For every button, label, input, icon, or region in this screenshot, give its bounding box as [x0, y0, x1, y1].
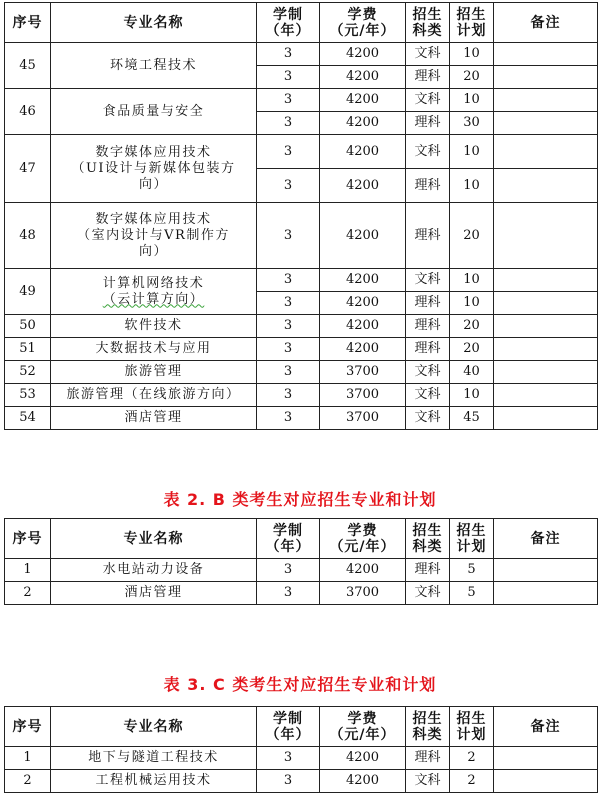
- remark-cell: [494, 203, 598, 269]
- major-name-cell: [51, 89, 257, 135]
- major-name-cell: [51, 269, 257, 315]
- table-row: [5, 384, 598, 407]
- category-cell: 理科: [406, 747, 450, 770]
- plan-cell: 10: [450, 169, 494, 203]
- duration-cell: 3: [257, 203, 320, 269]
- major-name-cell: [51, 361, 257, 384]
- plan-cell: 20: [450, 203, 494, 269]
- major-name-line: 向）: [138, 243, 168, 259]
- header-major: 专业名称: [51, 707, 257, 747]
- header-seq: 序号: [5, 707, 51, 747]
- remark-cell: [494, 89, 598, 112]
- category-cell: 文科: [406, 135, 450, 169]
- remark-cell: [494, 407, 598, 430]
- table-row: [5, 582, 598, 605]
- header-remark: 备注: [494, 3, 598, 43]
- plan-cell: 2: [450, 770, 494, 793]
- major-name-cell: [51, 559, 257, 582]
- plan-cell: 10: [450, 135, 494, 169]
- fee-cell: 4200: [320, 770, 406, 793]
- table-row: [5, 43, 598, 66]
- major-name-line: 向）: [138, 176, 168, 192]
- category-cell: 理科: [406, 559, 450, 582]
- major-name-line: 旅游管理: [124, 364, 183, 379]
- header-major: 专业名称: [51, 3, 257, 43]
- remark-cell: [494, 112, 598, 135]
- seq-cell: 1: [5, 747, 51, 770]
- table-row: [5, 361, 598, 384]
- major-name-cell: [51, 43, 257, 89]
- seq-cell: 2: [5, 582, 51, 605]
- table-row: [5, 89, 598, 112]
- major-name-line: 环境工程技术: [109, 57, 197, 73]
- seq-cell: 48: [5, 203, 51, 269]
- seq-cell: 2: [5, 770, 51, 793]
- table-row: [5, 559, 598, 582]
- seq-cell: 53: [5, 384, 51, 407]
- table-c-majors: [4, 706, 598, 793]
- duration-cell: 3: [257, 315, 320, 338]
- table-b-caption: 表 2. B 类考生对应招生专业和计划: [163, 490, 437, 509]
- category-cell: 理科: [406, 338, 450, 361]
- remark-cell: [494, 135, 598, 169]
- table-a-header: [5, 3, 598, 43]
- remark-cell: [494, 43, 598, 66]
- seq-cell: 50: [5, 315, 51, 338]
- header-plan: 招生 计划: [450, 519, 494, 559]
- duration-cell: 3: [257, 582, 320, 605]
- remark-cell: [494, 747, 598, 770]
- header-fee: 学费 （元/年）: [320, 707, 406, 747]
- fee-cell: 3700: [320, 384, 406, 407]
- seq-cell: 49: [5, 269, 51, 315]
- duration-cell: 3: [257, 361, 320, 384]
- fee-cell: 4200: [320, 43, 406, 66]
- remark-cell: [494, 292, 598, 315]
- major-name-line: 酒店管理: [124, 410, 183, 425]
- remark-cell: [494, 384, 598, 407]
- header-fee: 学费 （元/年）: [320, 3, 406, 43]
- fee-cell: 3700: [320, 582, 406, 605]
- major-name-line: 旅游管理（在线旅游方向）: [66, 387, 241, 402]
- category-cell: 理科: [406, 112, 450, 135]
- table-row: [5, 203, 598, 269]
- plan-cell: 30: [450, 112, 494, 135]
- fee-cell: 4200: [320, 747, 406, 770]
- category-cell: 文科: [406, 89, 450, 112]
- header-remark: 备注: [494, 707, 598, 747]
- category-cell: 理科: [406, 315, 450, 338]
- plan-cell: 2: [450, 747, 494, 770]
- fee-cell: 4200: [320, 315, 406, 338]
- category-cell: 理科: [406, 292, 450, 315]
- duration-cell: 3: [257, 43, 320, 66]
- plan-cell: 45: [450, 407, 494, 430]
- header-remark: 备注: [494, 519, 598, 559]
- major-name-line: 软件技术: [124, 318, 183, 333]
- fee-cell: 4200: [320, 112, 406, 135]
- table-row: [5, 135, 598, 169]
- major-name-line: （室内设计与VR制作方: [77, 227, 230, 243]
- table-b-majors: [4, 518, 598, 605]
- category-cell: 文科: [406, 407, 450, 430]
- major-name-line: 数字媒体应用技术: [95, 144, 212, 160]
- major-name-line: 大数据技术与应用: [95, 341, 212, 356]
- seq-cell: 45: [5, 43, 51, 89]
- duration-cell: 3: [257, 169, 320, 203]
- remark-cell: [494, 770, 598, 793]
- seq-cell: 52: [5, 361, 51, 384]
- remark-cell: [494, 338, 598, 361]
- fee-cell: 4200: [320, 559, 406, 582]
- plan-cell: 5: [450, 582, 494, 605]
- duration-cell: 3: [257, 89, 320, 112]
- duration-cell: 3: [257, 559, 320, 582]
- table-row: [5, 315, 598, 338]
- category-cell: 文科: [406, 43, 450, 66]
- major-name-line: 食品质量与安全: [102, 103, 205, 119]
- remark-cell: [494, 361, 598, 384]
- major-name-cell: [51, 582, 257, 605]
- duration-cell: 3: [257, 747, 320, 770]
- fee-cell: 4200: [320, 135, 406, 169]
- header-category: 招生 科类: [406, 3, 450, 43]
- duration-cell: 3: [257, 66, 320, 89]
- category-cell: 文科: [406, 770, 450, 793]
- header-category: 招生 科类: [406, 707, 450, 747]
- table-c-caption: 表 3. C 类考生对应招生专业和计划: [163, 675, 437, 694]
- plan-cell: 20: [450, 315, 494, 338]
- remark-cell: [494, 169, 598, 203]
- table-c-body: [5, 747, 598, 793]
- major-name-line: （UI设计与新媒体包装方: [71, 160, 236, 176]
- header-plan: 招生 计划: [450, 3, 494, 43]
- fee-cell: 3700: [320, 361, 406, 384]
- header-seq: 序号: [5, 519, 51, 559]
- remark-cell: [494, 269, 598, 292]
- seq-cell: 51: [5, 338, 51, 361]
- major-name-line: 地下与隧道工程技术: [88, 750, 219, 765]
- major-name-cell: [51, 384, 257, 407]
- category-cell: 文科: [406, 582, 450, 605]
- plan-cell: 10: [450, 89, 494, 112]
- duration-cell: 3: [257, 292, 320, 315]
- plan-cell: 40: [450, 361, 494, 384]
- seq-cell: 46: [5, 89, 51, 135]
- major-name-cell: [51, 338, 257, 361]
- major-name-line: 数字媒体应用技术: [95, 211, 212, 227]
- seq-cell: 54: [5, 407, 51, 430]
- major-name-line: 酒店管理: [124, 585, 183, 600]
- major-name-cell: [51, 770, 257, 793]
- duration-cell: 3: [257, 112, 320, 135]
- category-cell: 文科: [406, 384, 450, 407]
- table-row: [5, 407, 598, 430]
- major-name-cell: [51, 135, 257, 203]
- header-duration: 学制 （年）: [257, 3, 320, 43]
- header-duration: 学制 （年）: [257, 519, 320, 559]
- header-category: 招生 科类: [406, 519, 450, 559]
- plan-cell: 5: [450, 559, 494, 582]
- plan-cell: 10: [450, 292, 494, 315]
- header-seq: 序号: [5, 3, 51, 43]
- category-cell: 理科: [406, 66, 450, 89]
- remark-cell: [494, 66, 598, 89]
- table-c-header: [5, 707, 598, 747]
- table-row: [5, 338, 598, 361]
- duration-cell: 3: [257, 384, 320, 407]
- major-name-cell: [51, 315, 257, 338]
- duration-cell: 3: [257, 407, 320, 430]
- remark-cell: [494, 315, 598, 338]
- table-row: [5, 747, 598, 770]
- category-cell: 理科: [406, 169, 450, 203]
- remark-cell: [494, 559, 598, 582]
- major-name-line: 计算机网络技术: [102, 275, 205, 291]
- header-major: 专业名称: [51, 519, 257, 559]
- major-name-cell: [51, 747, 257, 770]
- plan-cell: 20: [450, 338, 494, 361]
- fee-cell: 4200: [320, 66, 406, 89]
- table-a-majors: [4, 2, 598, 430]
- header-duration: 学制 （年）: [257, 707, 320, 747]
- plan-cell: 10: [450, 269, 494, 292]
- header-fee: 学费 （元/年）: [320, 519, 406, 559]
- plan-cell: 10: [450, 43, 494, 66]
- category-cell: 文科: [406, 269, 450, 292]
- plan-cell: 10: [450, 384, 494, 407]
- fee-cell: 4200: [320, 169, 406, 203]
- category-cell: 文科: [406, 361, 450, 384]
- table-b-body: [5, 559, 598, 605]
- fee-cell: 4200: [320, 292, 406, 315]
- fee-cell: 4200: [320, 269, 406, 292]
- remark-cell: [494, 582, 598, 605]
- duration-cell: 3: [257, 269, 320, 292]
- seq-cell: 1: [5, 559, 51, 582]
- fee-cell: 4200: [320, 203, 406, 269]
- major-name-cell: [51, 203, 257, 269]
- major-name-line: （云计算方向）: [102, 291, 205, 307]
- category-cell: 理科: [406, 203, 450, 269]
- fee-cell: 3700: [320, 407, 406, 430]
- major-name-line: 水电站动力设备: [102, 562, 205, 577]
- table-row: [5, 269, 598, 292]
- table-row: [5, 770, 598, 793]
- major-name-line: 工程机械运用技术: [95, 773, 212, 788]
- table-a-body: [5, 43, 598, 430]
- plan-cell: 20: [450, 66, 494, 89]
- duration-cell: 3: [257, 135, 320, 169]
- duration-cell: 3: [257, 770, 320, 793]
- header-plan: 招生 计划: [450, 707, 494, 747]
- fee-cell: 4200: [320, 338, 406, 361]
- major-name-cell: [51, 407, 257, 430]
- table-b-header: [5, 519, 598, 559]
- seq-cell: 47: [5, 135, 51, 203]
- fee-cell: 4200: [320, 89, 406, 112]
- duration-cell: 3: [257, 338, 320, 361]
